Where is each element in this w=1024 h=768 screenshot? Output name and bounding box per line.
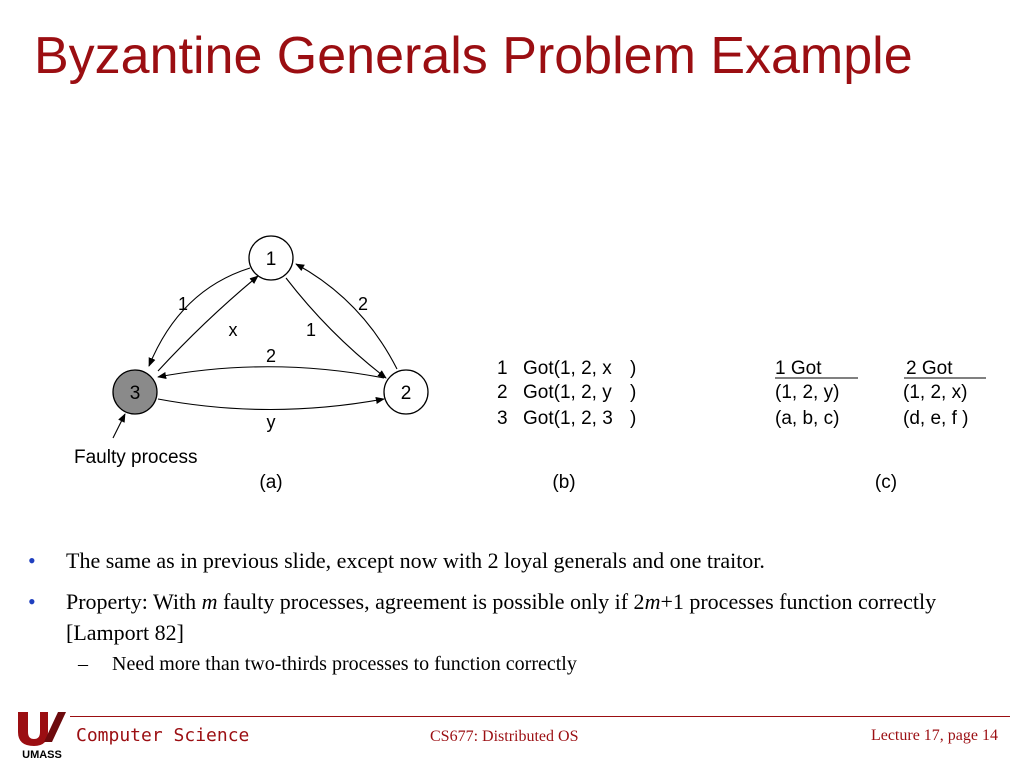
footer-department: Computer Science (76, 725, 250, 746)
node-3-label: 3 (129, 383, 141, 404)
footer-course: CS677: Distributed OS (430, 728, 579, 745)
panel-b-caption: (b) (552, 472, 576, 493)
edge-label-3-to-2: y (266, 412, 276, 432)
panel-b-row-3-proc: 3 (497, 408, 508, 429)
edge-label-1-to-3: 1 (177, 294, 189, 314)
panel-c-col2-header: 2 Got (906, 358, 953, 379)
panel-c-caption: (c) (874, 472, 898, 493)
panel-c-col2-row-1: (1, 2, x) (903, 382, 968, 403)
edge-label-1-to-2: 1 (305, 320, 317, 340)
slide-title: Byzantine Generals Problem Example (34, 27, 913, 85)
panel-b-row-1-proc: 1 (497, 358, 508, 379)
panel-c-col1-header: 1 Got (775, 358, 822, 379)
panel-b (497, 358, 636, 493)
panel-c-col1-row-1: (1, 2, y) (775, 382, 840, 403)
sub-bullet-1 (28, 650, 1003, 678)
panel-c (775, 358, 986, 493)
logo-text: UMASS (22, 749, 62, 760)
panel-a (74, 236, 428, 493)
panel-b-row-1-close: ) (630, 358, 637, 379)
edge-label-2-to-3: 2 (265, 346, 277, 366)
edge-label-2-to-1: 2 (357, 294, 369, 314)
bullet-marker: • (28, 548, 36, 573)
edge-2-to-3 (158, 367, 384, 378)
panel-c-col1-row-2: (a, b, c) (775, 408, 840, 429)
edge-2-to-1 (296, 264, 397, 369)
panel-b-row-3-close: ) (630, 408, 637, 429)
panel-b-row-3-text: Got(1, 2, 3 (523, 408, 613, 429)
node-3-faulty (113, 370, 157, 414)
faulty-pointer (113, 414, 125, 438)
bullet-1 (28, 545, 1003, 576)
panel-b-row-2-proc: 2 (497, 382, 508, 403)
panel-b-row-2-close: ) (630, 382, 637, 403)
node-2-label: 2 (400, 383, 412, 404)
node-2 (384, 370, 428, 414)
panel-b-row-2-text: Got(1, 2, y (523, 382, 612, 403)
panel-b-row-1-text: Got(1, 2, x (523, 358, 612, 379)
node-1 (249, 236, 293, 280)
footer-page-number: Lecture 17, page 14 (870, 727, 998, 744)
bullet-2-var-m2: m (644, 589, 661, 614)
node-1-label: 1 (265, 249, 277, 270)
bullet-1-text: The same as in previous slide, except now with 2 loyal generals and one traitor. (66, 548, 765, 573)
bullet-2-text-pre: Property: With (66, 589, 202, 614)
bullet-2 (28, 586, 1003, 678)
sub-bullet-1-text: Need more than two-thirds processes to function correctly (112, 653, 577, 675)
faulty-process-label: Faulty process (74, 447, 198, 468)
sub-bullet-marker: – (78, 653, 88, 675)
bullet-marker: • (28, 589, 36, 614)
bullet-2-text-mid: faulty processes, agreement is possible only if 2 (217, 589, 645, 614)
umass-logo (14, 708, 70, 760)
bullet-2-var-m: m (201, 589, 218, 614)
bullet-list (28, 545, 1003, 688)
edge-1-to-3 (149, 268, 250, 366)
logo-mark (18, 712, 48, 746)
edge-3-to-2 (158, 399, 384, 410)
panel-a-caption: (a) (259, 472, 283, 493)
edge-label-3-to-1: x (228, 320, 238, 340)
bullet-2-text-post: +1 processes function correctly [Lamport 82] (66, 589, 937, 645)
footer-rule (70, 716, 1010, 717)
panel-c-col2-row-2: (d, e, f ) (903, 408, 969, 429)
